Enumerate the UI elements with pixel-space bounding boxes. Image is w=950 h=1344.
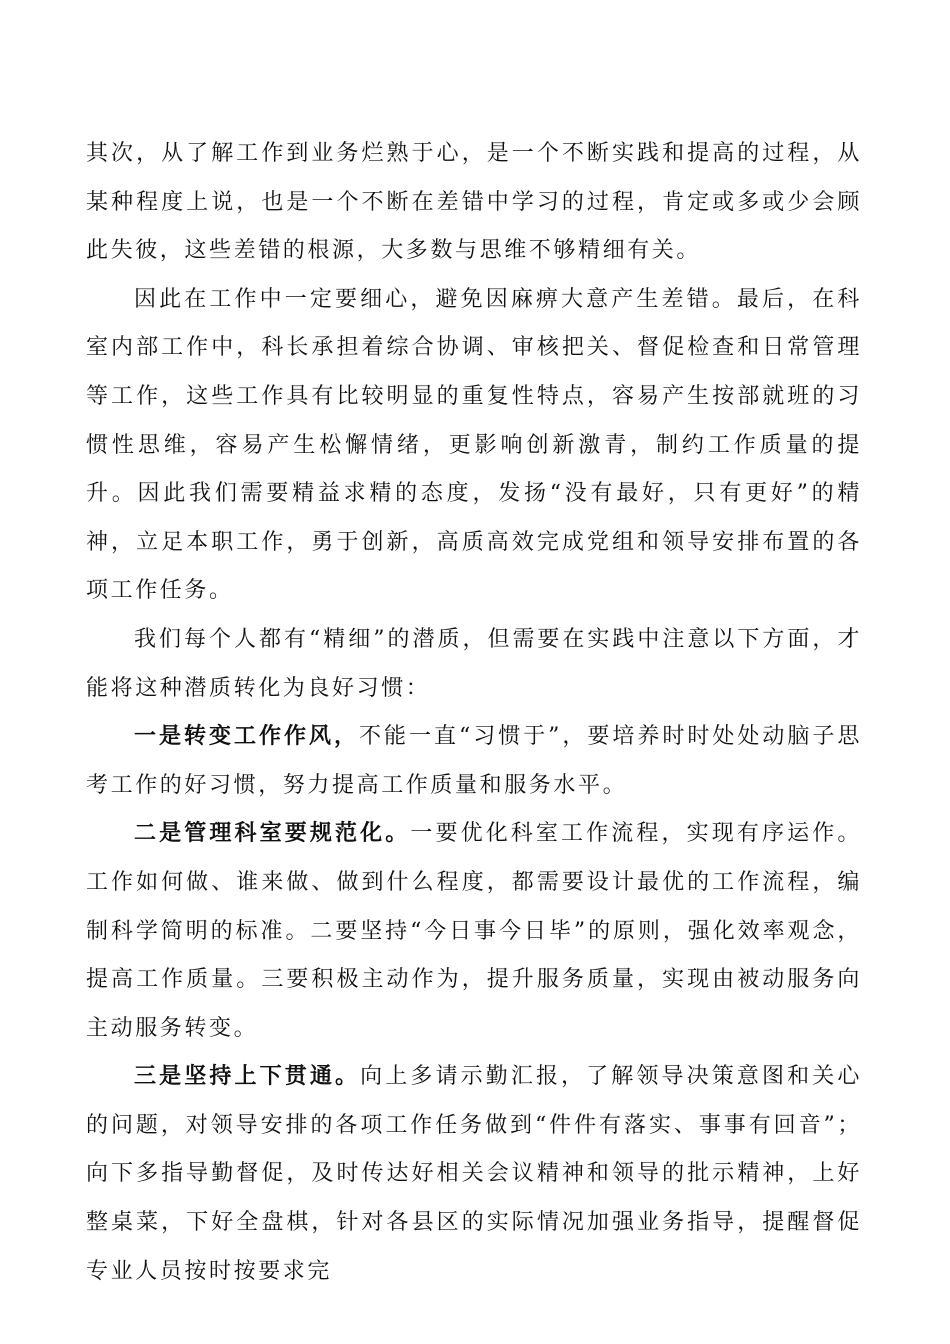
- paragraph-4-text: 不能一直“习惯于”，要培养时时处处动脑子思考工作的好习惯，努力提高工作质量和服务水平。: [86, 724, 862, 798]
- paragraph-2-text: 因此在工作中一定要细心，避免因麻痹大意产生差错。最后，在科室内部工作中，科长承担着综合协调、审核把关、督促检查和日常管理等工作，这些工作具有比较明显的重复性特点，容易产生按部就班的习惯性思维，容易产生松懈情绪，更影响创新激青，制约工作质量的提升。因此我们需要精益求精的态度，发扬“没有最好，只有更好”的精神，立足本职工作，勇于创新，高质高效完成党组和领导安排布置的各项工作任务。: [86, 286, 862, 604]
- paragraph-6-lead-heading: 三是坚持上下贯通。: [134, 1064, 361, 1090]
- paragraph-5-lead-heading: 二是管理科室要规范化。: [134, 821, 411, 847]
- paragraph-6-text: 向上多请示勤汇报，了解领导决策意图和关心的问题，对领导安排的各项工作任务做到“件件有落实、事事有回音”；向下多指导勤督促，及时传达好相关会议精神和领导的批示精神，上好整桌菜，下好全盘棋，针对各县区的实际情况加强业务指导，提醒督促专业人员按时按要求完: [86, 1064, 862, 1284]
- paragraph-5: [86, 810, 862, 1053]
- paragraph-2: [86, 276, 862, 616]
- paragraph-5-text: 一要优化科室工作流程，实现有序运作。工作如何做、谁来做、做到什么程度，都需要设计最优的工作流程，编制科学简明的标准。二要坚持“今日事今日毕”的原则，强化效率观念，提高工作质量。三要积极主动作为，提升服务质量，实现由被动服务向主动服务转变。: [86, 821, 862, 1041]
- paragraph-4-lead-heading: 一是转变工作作风，: [134, 724, 359, 750]
- paragraph-3-text: 我们每个人都有“精细”的潜质，但需要在实践中注意以下方面，才能将这种潜质转化为良好习惯：: [86, 626, 862, 701]
- paragraph-6: [86, 1053, 862, 1296]
- paragraph-3: [86, 616, 862, 713]
- document-body: [86, 130, 862, 1296]
- paragraph-4: [86, 713, 862, 810]
- paragraph-1-text: 其次，从了解工作到业务烂熟于心，是一个不断实践和提高的过程，从某种程度上说，也是一个不断在差错中学习的过程，肯定或多或少会顾此失彼，这些差错的根源，大多数与思维不够精细有关。: [86, 141, 862, 264]
- paragraph-1: [86, 130, 862, 276]
